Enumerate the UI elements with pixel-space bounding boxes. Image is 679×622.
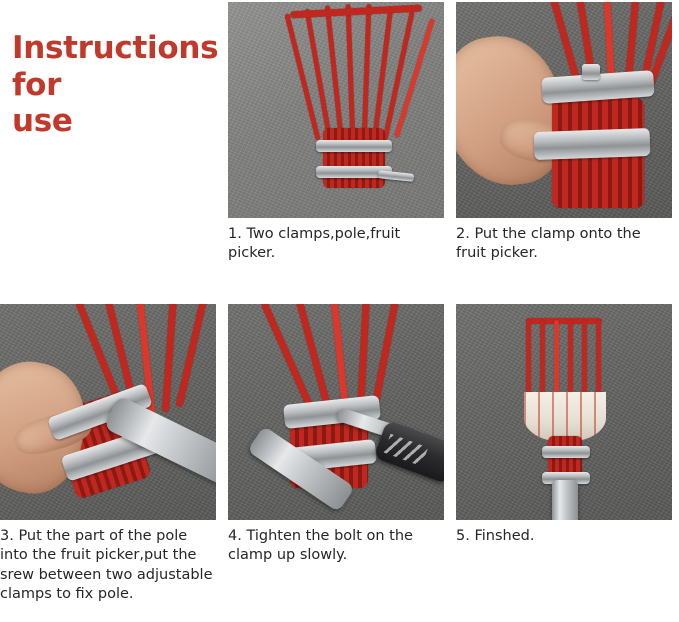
- step-2: [456, 2, 672, 264]
- step-1-image: [228, 2, 444, 218]
- step-5-caption: 5. Finshed.: [456, 528, 535, 544]
- catch-bag-seams: [524, 392, 606, 442]
- step-1: [228, 2, 444, 264]
- step-1-caption: 1. Two clamps,pole,fruit picker.: [228, 226, 401, 262]
- step-5-image: [456, 304, 672, 520]
- page-title: [12, 30, 222, 140]
- step-4: [228, 304, 444, 566]
- clamp-upper: [542, 446, 590, 458]
- step-2-caption: 2. Put the clamp onto the fruit picker.: [456, 226, 641, 262]
- pole: [552, 480, 578, 520]
- page-title-line-1: Instructions: [12, 30, 219, 66]
- clamp-lower: [534, 128, 651, 160]
- bolt: [582, 64, 600, 80]
- step-5: [456, 304, 672, 546]
- page-title-line-2: for: [12, 66, 62, 103]
- step-3-image: [0, 304, 216, 520]
- step-3-caption: 3. Put the part of the pole into the fruit picker,put the srew between two adjustable clamps to fix pole.: [0, 528, 213, 602]
- step-4-image: [228, 304, 444, 520]
- step-4-caption: 4. Tighten the bolt on the clamp up slowly.: [228, 528, 413, 564]
- clamp-upper: [316, 140, 392, 152]
- page-title-line-3: use: [12, 103, 73, 140]
- step-3: [0, 304, 216, 604]
- step-2-image: [456, 2, 672, 218]
